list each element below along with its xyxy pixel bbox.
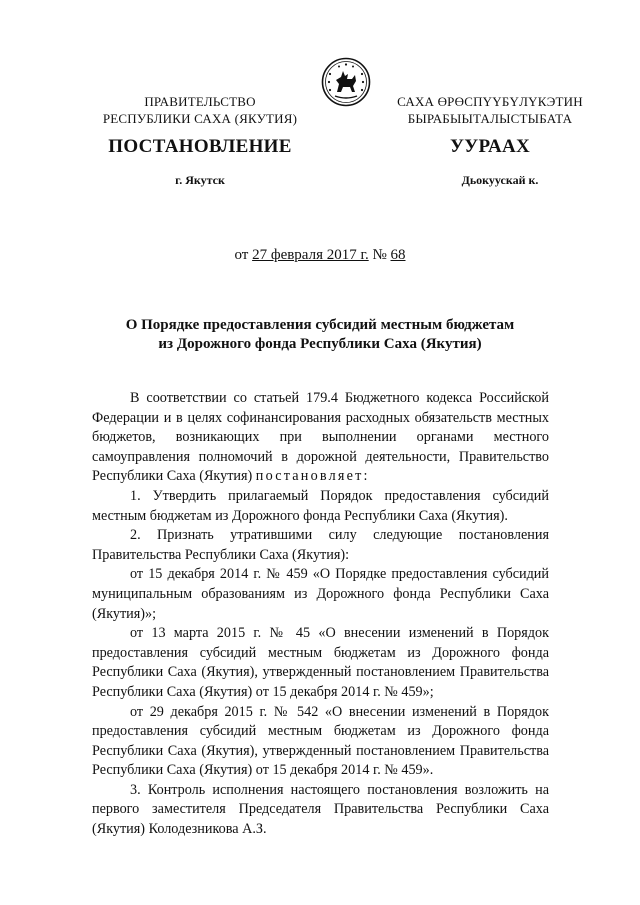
item-2-a: от 15 декабря 2014 г. № 459 «О Порядке предоставления субсидий муниципальным образованиям из Дорожного фонда Республики Саха (Якутия)»; bbox=[92, 566, 549, 622]
header-left-line1: ПРАВИТЕЛЬСТВО bbox=[144, 94, 256, 109]
header-left-line2: РЕСПУБЛИКИ САХА (ЯКУТИЯ) bbox=[102, 111, 298, 126]
document-number: 68 bbox=[390, 247, 406, 263]
intro-paragraph bbox=[92, 389, 549, 487]
number-sign: № bbox=[368, 247, 391, 263]
document-type-russian: ПОСТАНОВЛЕНИЕ bbox=[108, 136, 292, 157]
item-2-b: от 13 марта 2015 г. № 45 «О внесении изменений в Порядок предоставления субсидий местным бюджетам из Дорожного фонда Республики Саха (Якутия), утвержденный постановлением Правительства Республики Саха (Якутия) от 15 декабря 2014 г. № 459»; bbox=[92, 625, 549, 700]
document-type-yakut: УУРААХ bbox=[449, 136, 531, 157]
city-russian: г. Якутск bbox=[175, 173, 225, 187]
city-yakut: Дьокуускай к. bbox=[461, 173, 539, 187]
item-1: 1. Утвердить прилагаемый Порядок предоставления субсидий местным бюджетам из Дорожного фонда Республики Саха (Якутия). bbox=[92, 487, 549, 524]
document-body bbox=[92, 389, 549, 840]
header-right-line1: САХА ӨРӨСПҮҮБҮЛҮКЭТИН bbox=[397, 94, 583, 109]
document-title-line2: из Дорожного фонда Республики Саха (Якутия) bbox=[158, 336, 482, 352]
date-number-line bbox=[0, 247, 640, 264]
date-prefix: от bbox=[234, 247, 253, 263]
republic-emblem-icon bbox=[321, 56, 371, 108]
item-3: 3. Контроль исполнения настоящего постановления возложить на первого заместителя Председателя Правительства Республики Саха (Якутия) Колодезникова А.З. bbox=[92, 781, 549, 838]
item-2-c: от 29 декабря 2015 г. № 542 «О внесении изменений в Порядок предоставления субсидий местным бюджетам из Дорожного фонда Республики Саха (Якутия), утвержденный постановлением Правительства Республики Саха (Якутия) от 15 декабря 2014 г. № 459». bbox=[92, 703, 549, 779]
header-right-line2: БЫРАБЫЫТАЛЫСТЫБАТА bbox=[407, 111, 573, 126]
intro-text: В соответствии со статьей 179.4 Бюджетного кодекса Российской Федерации и в целях софинансирования расходных обязательств местных бюджетов, возникающих при выполнении органами местного самоуправления полномочий в дорожной деятельности, Правительство Республики Саха (Якутия) bbox=[92, 390, 549, 485]
document-title-line1: О Порядке предоставления субсидий местным бюджетам bbox=[125, 317, 515, 333]
document-date: 27 февраля 2017 г. bbox=[252, 247, 369, 263]
government-name-yakut bbox=[390, 93, 590, 127]
document-title bbox=[90, 316, 550, 354]
intro-resolves: постановляет: bbox=[255, 468, 370, 485]
government-name-russian bbox=[100, 93, 300, 127]
item-2: 2. Признать утратившими силу следующие постановления Правительства Республики Саха (Якутия): bbox=[92, 527, 549, 563]
